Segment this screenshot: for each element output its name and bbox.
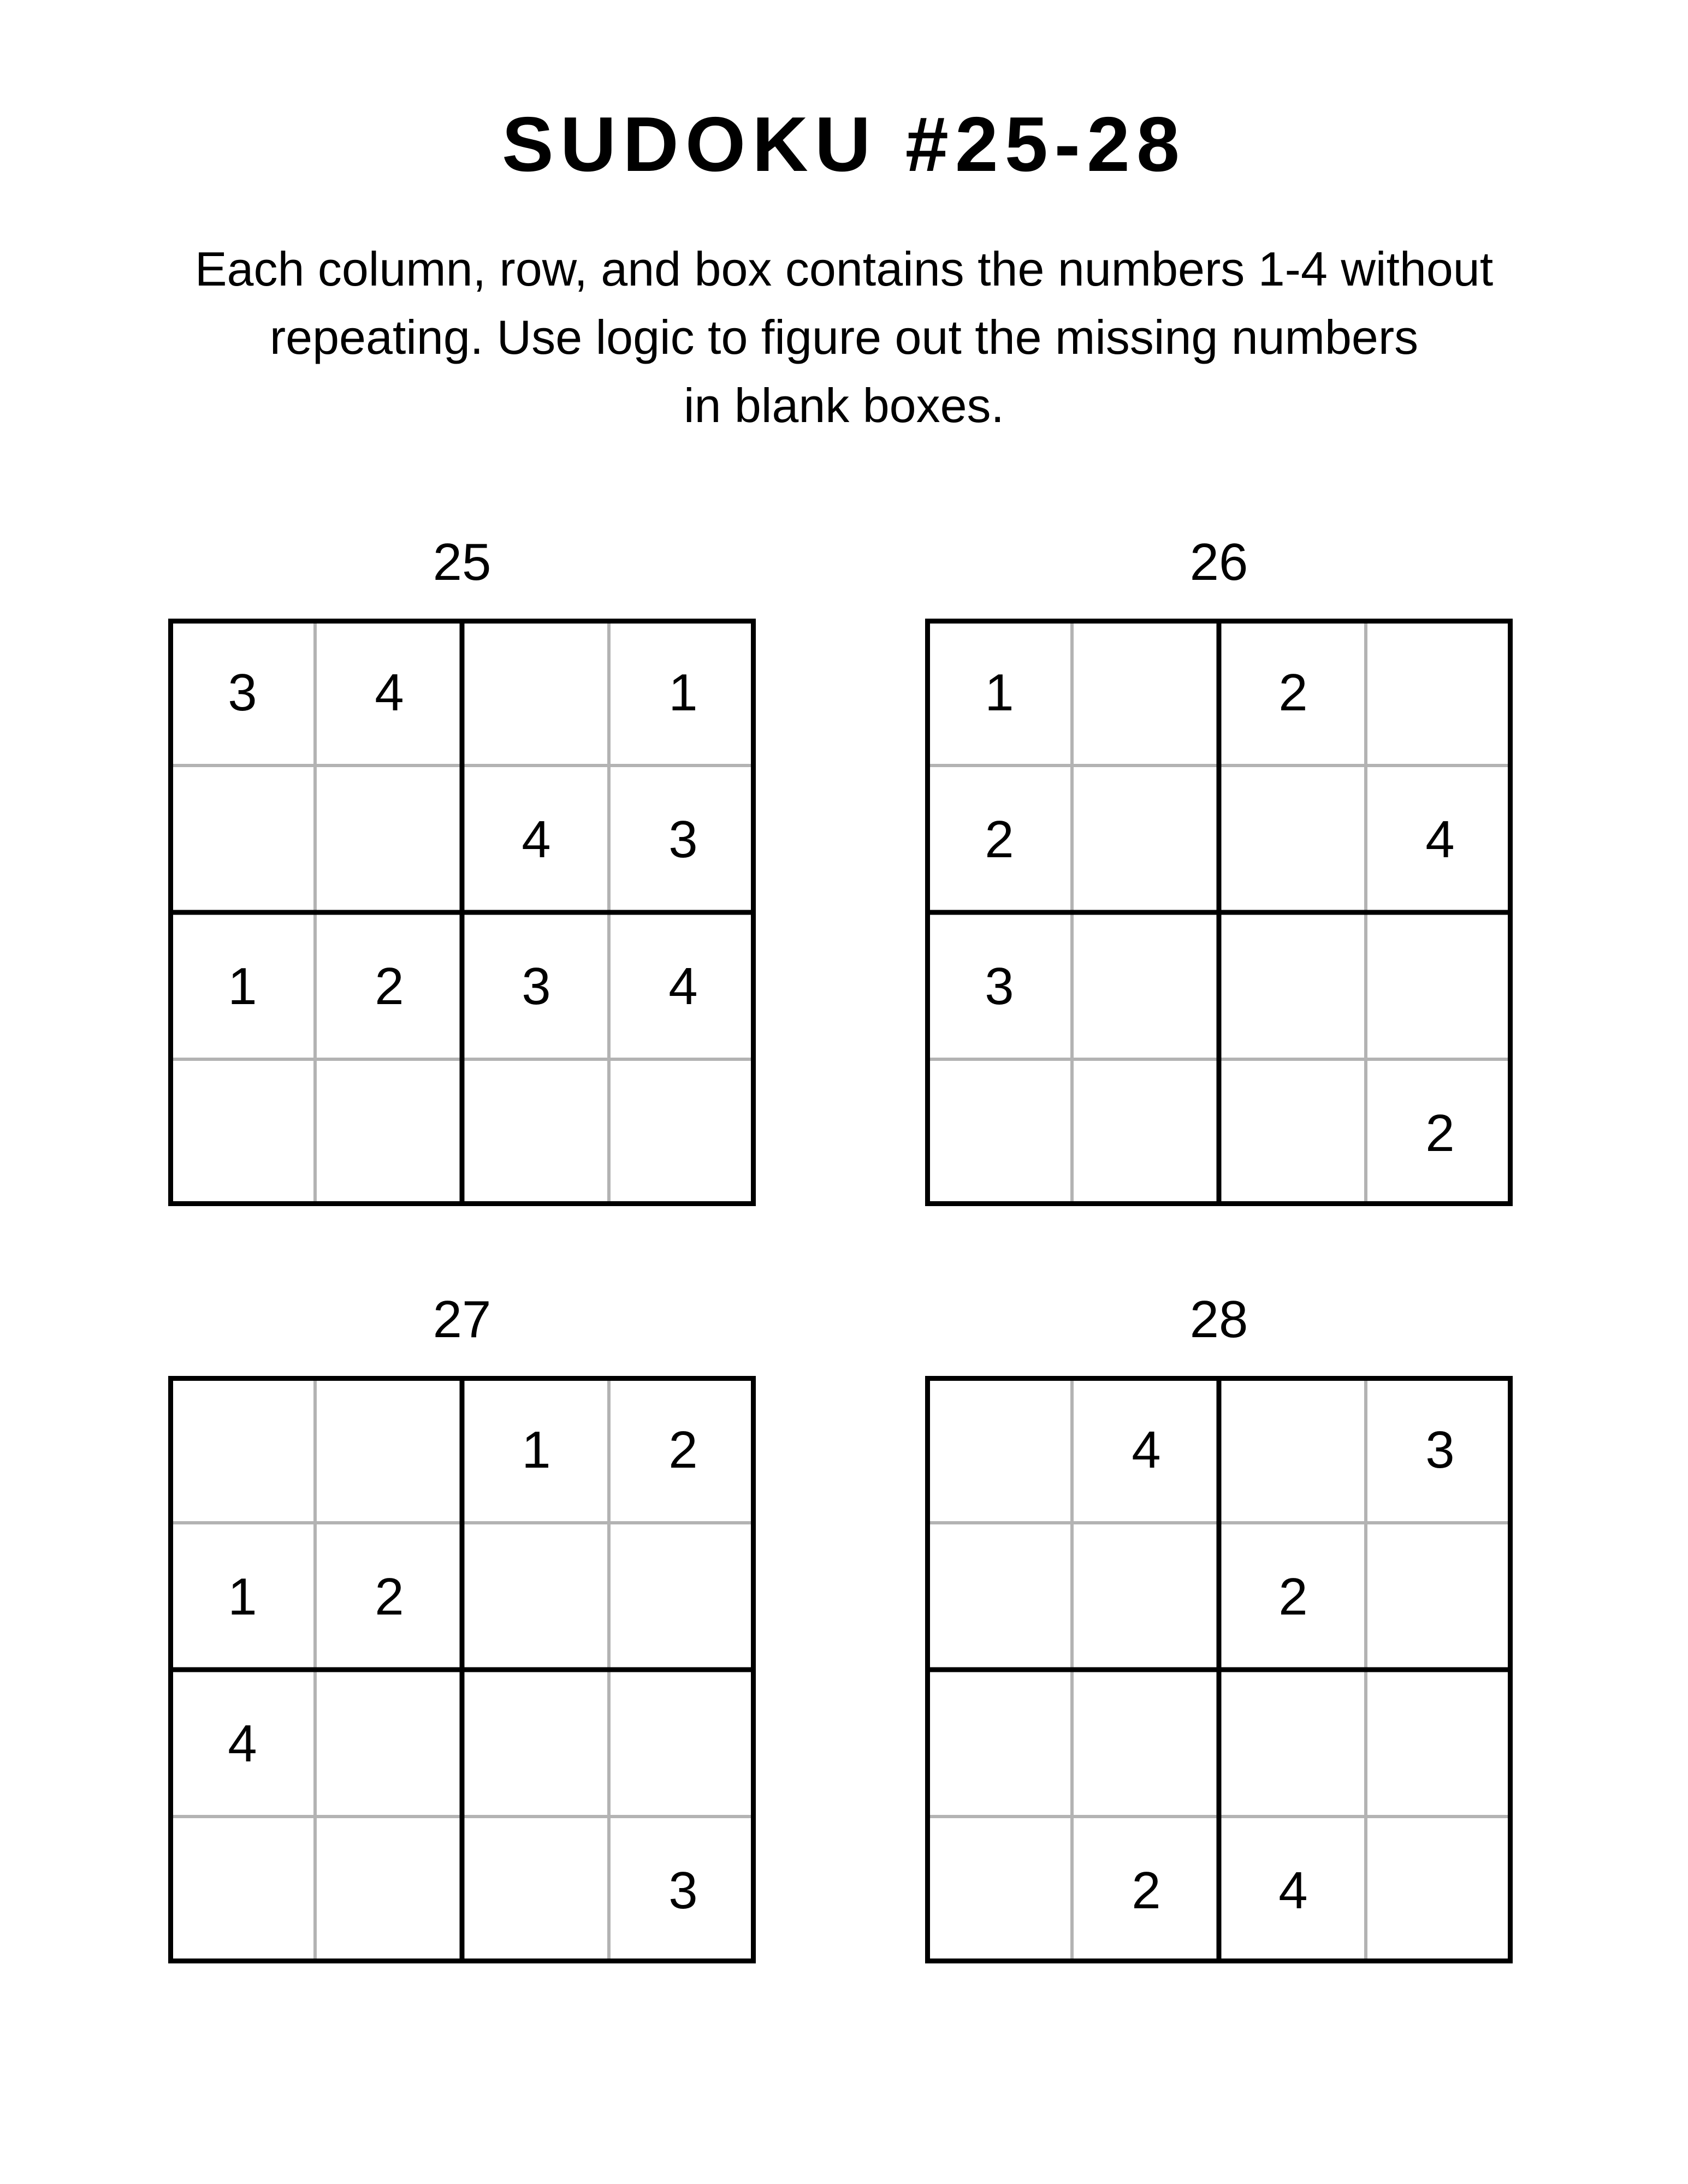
sudoku-cell[interactable] [316, 1377, 463, 1523]
page-title: SUDOKU #25-28 [502, 101, 1186, 188]
sudoku-grid [168, 1376, 756, 1963]
sudoku-cell[interactable]: 3 [985, 957, 1014, 1016]
sudoku-cell[interactable]: 3 [668, 810, 698, 869]
sudoku-cell[interactable] [1073, 1060, 1219, 1207]
sudoku-cell[interactable] [1220, 913, 1366, 1060]
sudoku-cell[interactable] [1367, 913, 1513, 1060]
sudoku-cell[interactable] [1073, 913, 1219, 1060]
sudoku-cell[interactable] [926, 1671, 1073, 1817]
sudoku-cell[interactable] [316, 767, 463, 913]
sudoku-cell[interactable] [610, 1060, 756, 1207]
sudoku-cell[interactable]: 1 [668, 663, 698, 722]
sudoku-cell[interactable] [610, 1671, 756, 1817]
sudoku-cell[interactable]: 2 [1425, 1104, 1455, 1162]
instructions [0, 235, 1688, 440]
sudoku-cell[interactable] [316, 1818, 463, 1964]
sudoku-cell[interactable]: 2 [985, 810, 1014, 869]
sudoku-cell[interactable] [926, 1377, 1073, 1523]
sudoku-cell[interactable] [169, 1818, 316, 1964]
sudoku-cell[interactable]: 1 [522, 1421, 551, 1479]
sudoku-cell[interactable] [463, 1524, 609, 1670]
sudoku-cell[interactable]: 2 [1278, 663, 1308, 722]
instructions-line-3: in blank boxes. [683, 378, 1005, 432]
sudoku-cell[interactable]: 3 [668, 1861, 698, 1920]
sudoku-cell[interactable] [1220, 1671, 1366, 1817]
sudoku-cell[interactable]: 4 [668, 957, 698, 1016]
sudoku-cell[interactable]: 2 [375, 1568, 404, 1626]
sudoku-cell[interactable] [1220, 1377, 1366, 1523]
sudoku-cell[interactable]: 4 [1278, 1861, 1308, 1920]
puzzle-number: 25 [433, 533, 491, 591]
sudoku-cell[interactable] [169, 1060, 316, 1207]
puzzle-number: 26 [1189, 533, 1248, 591]
sudoku-cell[interactable] [1073, 1671, 1219, 1817]
puzzle-number: 27 [433, 1290, 491, 1349]
sudoku-cell[interactable]: 3 [522, 957, 551, 1016]
sudoku-cell[interactable] [1367, 620, 1513, 766]
sudoku-cell[interactable] [1367, 1671, 1513, 1817]
sudoku-cell[interactable]: 4 [375, 663, 404, 722]
sudoku-cell[interactable] [926, 1524, 1073, 1670]
sudoku-cell[interactable]: 4 [228, 1714, 257, 1773]
sudoku-cell[interactable] [463, 620, 609, 766]
puzzle-number: 28 [1189, 1290, 1248, 1349]
sudoku-cell[interactable] [1367, 1818, 1513, 1964]
sudoku-cell[interactable]: 4 [522, 810, 551, 869]
sudoku-cell[interactable] [1367, 1524, 1513, 1670]
sudoku-cell[interactable]: 2 [1278, 1568, 1308, 1626]
sudoku-cell[interactable] [169, 1377, 316, 1523]
sudoku-cell[interactable] [1073, 1524, 1219, 1670]
sudoku-cell[interactable] [316, 1060, 463, 1207]
sudoku-cell[interactable] [463, 1671, 609, 1817]
sudoku-cell[interactable]: 3 [228, 663, 257, 722]
sudoku-cell[interactable] [1220, 1060, 1366, 1207]
sudoku-cell[interactable] [926, 1060, 1073, 1207]
sudoku-cell[interactable]: 2 [668, 1421, 698, 1479]
sudoku-cell[interactable] [463, 1060, 609, 1207]
sudoku-cell[interactable]: 1 [985, 663, 1014, 722]
sudoku-cell[interactable]: 3 [1425, 1421, 1455, 1479]
sudoku-cell[interactable] [463, 1818, 609, 1964]
sudoku-cell[interactable] [1073, 767, 1219, 913]
sudoku-cell[interactable]: 4 [1425, 810, 1455, 869]
sudoku-grid [168, 619, 756, 1206]
instructions-line-2: repeating. Use logic to figure out the missing numbers [269, 310, 1419, 364]
sudoku-cell[interactable] [926, 1818, 1073, 1964]
sudoku-cell[interactable]: 2 [375, 957, 404, 1016]
sudoku-cell[interactable] [169, 767, 316, 913]
sudoku-cell[interactable]: 2 [1132, 1861, 1161, 1920]
sudoku-grid [925, 619, 1513, 1206]
sudoku-cell[interactable] [1073, 620, 1219, 766]
sudoku-cell[interactable] [610, 1524, 756, 1670]
sudoku-cell[interactable] [316, 1671, 463, 1817]
instructions-line-1: Each column, row, and box contains the numbers 1-4 without [194, 242, 1494, 296]
sudoku-grid [925, 1376, 1513, 1963]
sudoku-cell[interactable] [1220, 767, 1366, 913]
sudoku-cell[interactable]: 1 [228, 957, 257, 1016]
sudoku-cell[interactable]: 1 [228, 1568, 257, 1626]
sudoku-cell[interactable]: 4 [1132, 1421, 1161, 1479]
